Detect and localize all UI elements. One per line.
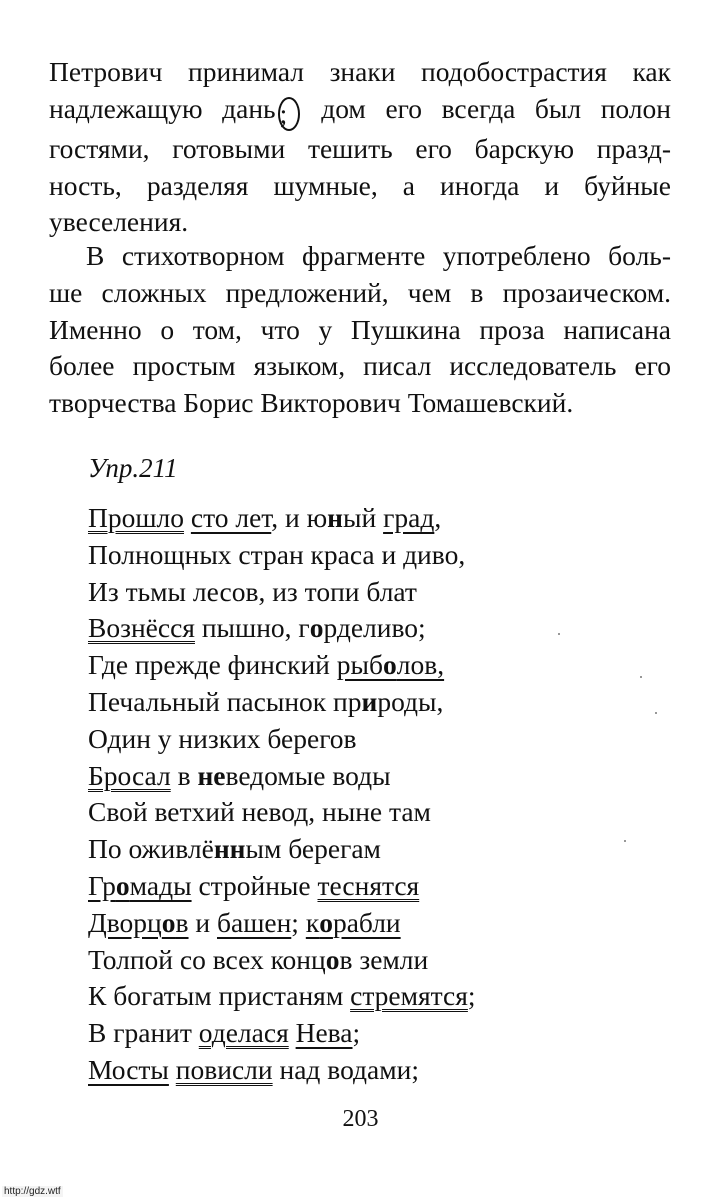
text-fragment: ведомые воды <box>225 759 391 791</box>
poem-line: Полнощных стран краса и диво, <box>88 538 466 570</box>
poem-line <box>88 684 688 721</box>
text-fragment: К богатым пристаням <box>88 980 351 1012</box>
text-fragment: ; <box>291 906 306 938</box>
text-fragment: над водами; <box>272 1053 419 1085</box>
text-line <box>49 91 671 131</box>
predicate-word: оделася <box>198 1017 289 1049</box>
text-fragment: ; <box>352 1017 361 1049</box>
exercise-heading: Упр.211 <box>88 453 178 483</box>
predicate-word: стремятся <box>350 980 468 1012</box>
highlighted-letter: и <box>361 685 378 717</box>
scan-speck <box>655 712 657 714</box>
text-fragment: роды, <box>377 685 444 717</box>
text-fragment: рабли <box>332 906 401 938</box>
subject-word: башен <box>217 906 292 938</box>
text-fragment: рделиво; <box>323 612 426 644</box>
prose-paragraph-2 <box>49 238 671 422</box>
text-line: гостями, готовыми тешить его барскую празд- <box>49 132 671 164</box>
text-fragment <box>289 1017 296 1048</box>
highlighted-letter: н <box>327 502 344 533</box>
highlighted-letter: о <box>309 612 324 644</box>
text-fragment: , и <box>271 502 307 533</box>
text-fragment: в земли <box>339 943 429 975</box>
text-fragment: надлежащую дань <box>49 92 276 124</box>
scan-speck <box>558 633 560 635</box>
highlighted-letter: о <box>161 906 176 938</box>
text-fragment: Дворц <box>88 906 162 938</box>
watermark-link[interactable]: http://gdz.wtf <box>4 1186 61 1197</box>
text-fragment: Толпой со всех конц <box>88 943 326 975</box>
poem-line <box>88 868 688 905</box>
subject-word: Мосты <box>88 1053 169 1085</box>
scan-speck <box>640 676 642 678</box>
poem-line <box>88 831 688 868</box>
poem-line: Один у низких берегов <box>88 722 357 754</box>
text-line: Петрович принимал знаки подобострастия как <box>49 56 671 87</box>
prose-paragraph-1 <box>49 54 671 241</box>
poem-line <box>88 500 688 537</box>
text-fragment: в <box>170 759 198 791</box>
poem-line <box>88 1015 688 1052</box>
text-line: творчества Борис Викторович Томашевский. <box>49 387 574 419</box>
text-fragment <box>184 502 191 533</box>
subject-word <box>306 907 401 938</box>
text-fragment: ым берегам <box>245 833 381 865</box>
text-line: более простым языком, писал исследователь его <box>49 350 671 382</box>
text-fragment: ; <box>467 980 476 1012</box>
text-fragment: ю <box>306 502 328 533</box>
text-fragment: В гранит <box>88 1017 199 1049</box>
text-line: ше сложных предложений, чем в прозаическом. <box>49 276 671 308</box>
poem-line <box>88 942 688 979</box>
text-line: В стихотворном фрагменте употреблено боль- <box>86 240 671 271</box>
subject-word <box>88 907 189 938</box>
text-fragment: мады <box>129 869 192 901</box>
highlighted-letter: не <box>197 759 226 791</box>
text-fragment: пышно, г <box>194 612 310 644</box>
text-line: Именно о том, что у Пушкина проза написана <box>49 313 671 345</box>
poem-line <box>88 1052 688 1089</box>
highlighted-letter: нн <box>213 833 246 865</box>
subject-word: Нева <box>295 1017 353 1049</box>
highlighted-letter: о <box>319 906 333 938</box>
text-line: увеселения. <box>49 206 189 238</box>
predicate-word: теснятся <box>317 869 420 901</box>
subject-word <box>337 649 444 680</box>
subject-word <box>88 870 192 901</box>
text-fragment: и <box>188 906 217 938</box>
poem-excerpt <box>88 500 688 1089</box>
text-fragment: ый <box>343 502 384 533</box>
text-fragment: , <box>434 502 442 533</box>
scan-speck <box>624 840 626 842</box>
predicate-word: Бросал <box>88 759 171 791</box>
poem-line <box>88 610 688 647</box>
text-fragment: лов, <box>396 649 445 681</box>
text-fragment <box>169 1054 176 1085</box>
predicate-word: Прошло <box>88 502 185 533</box>
text-fragment: в <box>175 906 189 938</box>
poem-line: Свой ветхий невод, ныне там <box>88 796 431 828</box>
poem-line <box>88 905 688 942</box>
text-fragment: рыб <box>336 649 383 681</box>
text-fragment: дом его всегда был полон <box>301 92 671 124</box>
highlighted-letter: о <box>115 869 130 901</box>
page-number: 203 <box>342 1106 379 1132</box>
poem-line <box>88 647 688 684</box>
predicate-word: повисли <box>175 1053 273 1085</box>
text-fragment: к <box>305 906 320 938</box>
predicate-word: Вознёсся <box>88 612 195 644</box>
text-fragment: По оживлё <box>88 833 214 865</box>
poem-line: Из тьмы лесов, из топи блат <box>88 575 417 607</box>
highlighted-letter: о <box>325 943 340 975</box>
text-fragment: Где прежде финский <box>88 649 337 681</box>
circled-punctuation-mark: ; <box>278 97 300 131</box>
subject-word: град <box>383 502 435 533</box>
text-fragment: Печальный пасынок пр <box>88 685 362 717</box>
subject-word: сто лет <box>190 502 272 533</box>
poem-line <box>88 758 688 795</box>
highlighted-letter: о <box>383 649 397 681</box>
poem-line <box>88 978 688 1015</box>
text-fragment: Гр <box>88 869 116 901</box>
text-fragment: стройные <box>191 869 318 901</box>
text-line: ность, разделяя шумные, а иногда и буйные <box>49 169 671 201</box>
